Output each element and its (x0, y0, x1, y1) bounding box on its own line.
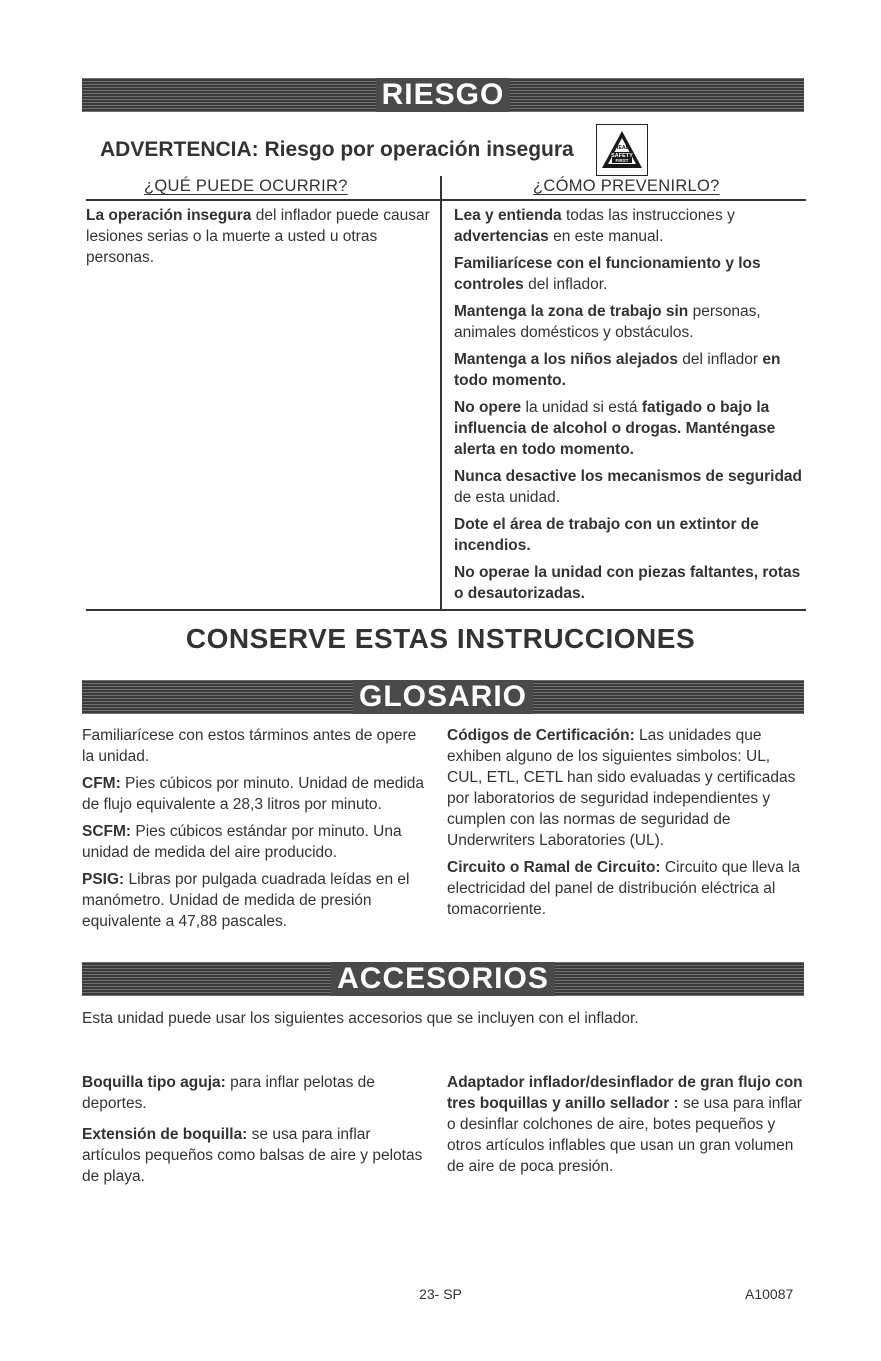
prevention-item: No opere la unidad si está fatigado o bajo la influencia de alcohol o drogas. Manténgase alerta en todo momento. (454, 399, 776, 458)
section-band-glosario (82, 680, 804, 714)
table-bottom-rule (86, 609, 806, 611)
page-number: 23- SP (419, 1286, 462, 1302)
conserve-instrucciones-heading: CONSERVE ESTAS INSTRUCCIONES (185, 623, 696, 654)
prevention-item: No operae la unidad con piezas faltantes, rotas o desautorizadas. (454, 564, 801, 602)
warning-title: ADVERTENCIA: Riesgo por operación insegura (100, 138, 574, 161)
accessory-extension-boquilla: Extensión de boquilla: se usa para inflar artículos pequeños como balsas de aire y pelotas de playa. (82, 1126, 423, 1185)
prevention-item: Mantenga la zona de trabajo sin personas, animales domésticos y obstáculos. (454, 303, 761, 341)
glosario-intro: Familiarícese con estos tárminos antes de opere la unidad. (82, 727, 417, 765)
icon-text-read: READ (614, 145, 630, 151)
accesorios-right-column (447, 1072, 807, 1183)
table-header-rule (86, 199, 806, 201)
accesorios-intro: Esta unidad puede usar los siguientes accesorios que se incluyen con el inflador. (82, 1010, 639, 1027)
glossary-entry-scfm: SCFM: Pies cúbicos estándar por minuto. Una unidad de medida del aire producido. (82, 823, 402, 861)
prevention-item: Mantenga a los niños alejados del inflador en todo momento. (454, 351, 781, 389)
section-band-riesgo (82, 78, 804, 112)
accesorios-left-column (82, 1072, 427, 1193)
col-header-que-puede-ocurrir: ¿QUÉ PUEDE OCURRIR? (144, 177, 348, 195)
glossary-entry-circuito: Circuito o Ramal de Circuito: Circuito que lleva la electricidad del panel de distribución eléctrica al tomacorriente. (447, 859, 801, 918)
prevention-item: Lea y entienda todas las instrucciones y advertencias en este manual. (454, 207, 735, 245)
glosario-right-column (447, 725, 807, 926)
accessory-boquilla-aguja: Boquilla tipo aguja: para inflar pelotas de deportes. (82, 1074, 375, 1112)
prevention-item: Dote el área de trabajo con un extintor de incendios. (454, 516, 759, 554)
safety-first-warning-triangle-icon (596, 124, 648, 176)
glossary-entry-cfm: CFM: Pies cúbicos por minuto. Unidad de medida de flujo equivalente a 28,3 litros por minuto. (82, 775, 425, 813)
warning-triangle-icon (600, 128, 644, 172)
icon-text-first: FIRST (615, 158, 629, 163)
document-code: A10087 (745, 1286, 794, 1302)
prevention-list (454, 205, 804, 610)
section-title-glosario: GLOSARIO (353, 680, 533, 714)
glosario-left-column (82, 725, 432, 938)
accessory-adaptador: Adaptador inflador/desinflador de gran flujo con tres boquillas y anillo sellador : se usa para inflar o desinflar colchones de aire, botes pequeños y otros artículos inflables que usan un gran volumen de aire de poca presión. (447, 1074, 803, 1175)
section-title-accesorios: ACCESORIOS (331, 962, 555, 996)
prevention-item: Nunca desactive los mecanismos de seguridad de esta unidad. (454, 468, 803, 506)
glossary-entry-psig: PSIG: Libras por pulgada cuadrada leídas en el manómetro. Unidad de medida de presión equivalente a 47,88 pascales. (82, 871, 410, 930)
section-title-riesgo: RIESGO (376, 78, 511, 112)
table-column-divider (440, 176, 442, 609)
col-header-como-prevenirlo: ¿CÓMO PREVENIRLO? (533, 177, 720, 195)
icon-text-safety: SAFETY (611, 153, 633, 159)
glossary-entry-codigos: Códigos de Certificación: Las unidades que exhiben alguno de los siguientes simbolos: UL, CUL, ETL, CETL han sido evaluadas y certificadas por laboratorios de seguridad independientes y cumplen con las normas de seguridad de Underwriters Laboratories (UL). (447, 727, 796, 849)
prevention-item: Familiarícese con el funcionamiento y los controles del inflador. (454, 255, 761, 293)
section-band-accesorios (82, 962, 804, 996)
risk-description: La operación insegura del inflador puede causar lesiones serias o la muerte a usted u otras personas. (86, 207, 430, 266)
